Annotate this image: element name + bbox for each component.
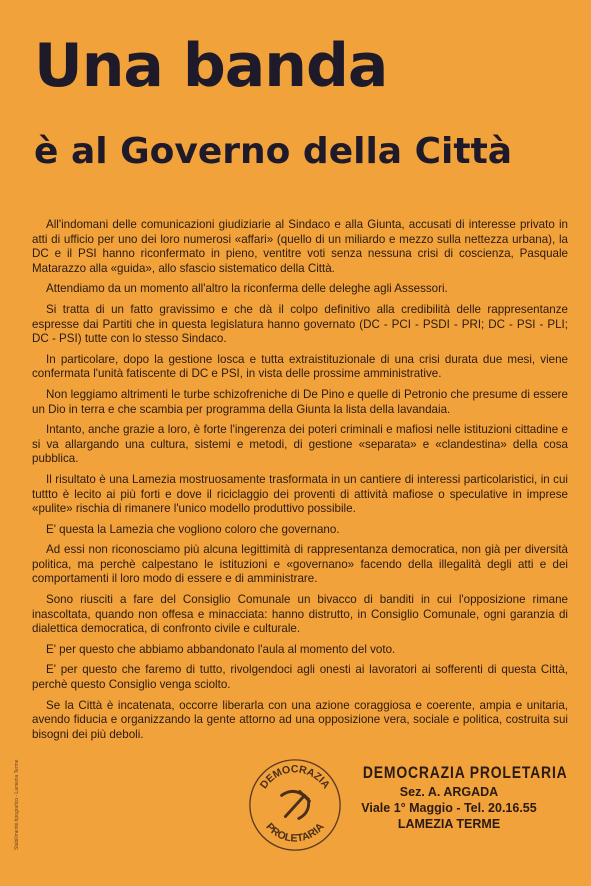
paragraph: Sono riusciti a fare del Consiglio Comunale un bivacco di banditi in cui l'opposizione rimane inascoltata, quando non offesa e minacciata: hanno distrutto, in Consiglio Comunale, ogni garanzia di dialettica democratica, di confronto civile e culturale. (32, 593, 568, 636)
organization-name: DEMOCRAZIA PROLETARIA (362, 763, 568, 782)
paragraph: Si tratta di un fatto gravissimo e che dà il colpo definitivo alla credibilità delle rappresentanze espresse dai Partiti che in questa legislatura hanno governato (DC - PCI - PSDI - PRI; DC - PSI - PLI; DC - PSI) tutte con lo stesso Sindaco. (32, 302, 568, 346)
paragraph: Ad essi non riconosciamo più alcuna legittimità di rappresentanza democratica, non già per diversità politica, ma perchè calpestano le istituzioni e «governano» facendo della illegalità degli atti e dei comportamenti il loro modo di essere e di amministrare. (32, 543, 568, 586)
paragraph: E' per questo che faremo di tutto, rivolgendoci agli onesti ai lavoratori ai sofferenti di questa Città, perchè questo Consiglio venga sciolto. (32, 663, 568, 692)
paragraph: Se la Città è incatenata, occorre liberarla con una azione coraggiosa e coerente, ampia e unitaria, avendo fiducia e organizzando la gente attorno ad una opposizione vera, sociale e politica, costruita sui bisogni dei più deboli. (32, 698, 568, 741)
paragraph: E' per questo che abbiamo abbandonato l'aula al momento del voto. (46, 642, 396, 656)
paragraph: E' questa la Lamezia che vogliono coloro che governano. (46, 522, 340, 536)
stamp-bottom-text: PROLETARIA (263, 820, 327, 845)
manifesto-body (32, 218, 568, 748)
paragraph: Il risultato è una Lamezia mostruosamente trasformata in un cantiere di interessi particolaristici, in cui tuttto è lecito ai più forti e dove il riciclaggio dei proventi di attività mafiose o speculative in imprese «pulite» rischia di rimanere l'unico modello produttivo possibile. (32, 472, 568, 516)
address-line: Viale 1° Maggio - Tel. 20.16.55 (361, 801, 537, 815)
party-stamp (247, 757, 343, 853)
signature-block (344, 762, 568, 832)
svg-text:PROLETARIA (263, 821, 327, 845)
headline-line-1: Una banda (34, 31, 388, 101)
stamp-top-text: DEMOCRAZIA (257, 763, 333, 792)
paragraph: In particolare, dopo la gestione losca e tutta extraistituzionale di una crisi durata due mesi, viene confermata l'unità fatiscente di DC e PSI, in vista delle prossime amministrative. (32, 352, 568, 381)
paragraph: Non leggiamo altrimenti le turbe schizofreniche di De Pino e quelle di Petronio che presume di essere un Dio in terra e che scambia per programma della Giunta la lista della lavandaia. (32, 387, 568, 416)
paragraph: Attendiamo da un momento all'altro la riconferma delle deleghe agli Assessori. (46, 282, 448, 296)
hammer-sickle-icon (282, 791, 310, 818)
city-name: LAMEZIA TERME (397, 817, 501, 831)
headline-line-2: è al Governo della Città (34, 131, 513, 172)
printer-imprint: Stabilimento tipografico - Lamezia Terme (14, 759, 20, 850)
paragraph: All'indomani delle comunicazioni giudiziarie al Sindaco e alla Giunta, accusati di interesse privato in atti di ufficio per uno dei loro numerosi «affari» (quello di un miliardo e mezzo sulla nettezza urbana), la DC e il PSI hanno riconfermato in pieno, ventitre voti senza nessuna crisi di coscienza, Pasquale Matarazzo alla «guida», allo sfascio sistematico della Città. (32, 218, 568, 275)
paragraph: Intanto, anche grazie a loro, è forte l'ingerenza dei poteri criminali e mafiosi nelle istituzioni cittadine e si va allargando una cultura, sistemi e metodi, di gestione «separata» e «clandestina» della cosa pubblica. (32, 423, 568, 466)
section-name: Sez. A. ARGADA (399, 785, 499, 799)
